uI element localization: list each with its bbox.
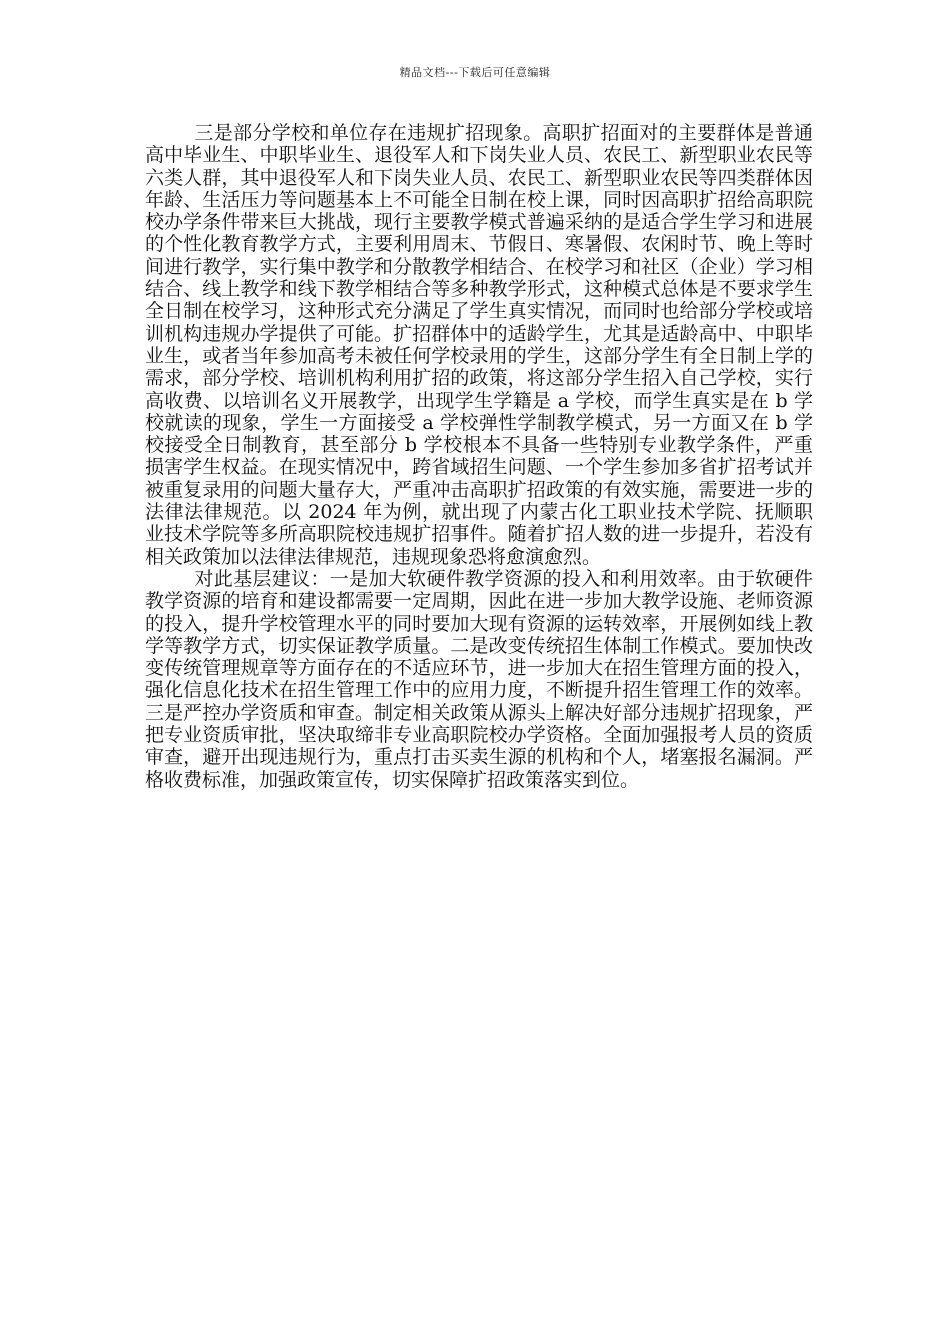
document-body	[145, 122, 813, 791]
paragraph-recommendations: 对此基层建议：一是加大软硬件教学资源的投入和利用效率。由于软硬件教学资源的培育和建设都需要一定周期，因此在进一步加大教学设施、老师资源的投入，提升学校管理水平的同时要加大现有资源的运转效率，开展例如线上教学等教学方式，切实保证教学质量。二是改变传统招生体制工作模式。要加快改变传统管理规章等方面存在的不适应环节，进一步加大在招生管理方面的投入，强化信息化技术在招生管理工作中的应用力度，不断提升招生管理工作的效率。三是严控办学资质和审查。制定相关政策从源头上解决好部分违规扩招现象，严把专业资质审批，坚决取缔非专业高职院校办学资格。全面加强报考人员的资质审查，避开出现违规行为，重点打击买卖生源的机构和个人，堵塞报名漏洞。严格收费标准，加强政策宣传，切实保障扩招政策落实到位。	[145, 567, 813, 791]
page-header: 精品文档---下载后可任意编辑	[399, 66, 551, 79]
paragraph-violations: 三是部分学校和单位存在违规扩招现象。高职扩招面对的主要群体是普通高中毕业生、中职毕业生、退役军人和下岗失业人员、农民工、新型职业农民等六类人群，其中退役军人和下岗失业人员、农民工、新型职业农民等四类群体因年龄、生活压力等问题基本上不可能全日制在校上课，同时因高职扩招给高职院校办学条件带来巨大挑战，现行主要教学模式普遍采纳的是适合学生学习和进展的个性化教育教学方式，主要利用周末、节假日、寒暑假、农闲时节、晚上等时间进行教学，实行集中教学和分散教学相结合、在校学习和社区（企业）学习相结合、线上教学和线下教学相结合等多种教学形式，这种模式总体是不要求学生全日制在校学习，这种形式充分满足了学生真实情况，而同时也给部分学校或培训机构违规办学提供了可能。扩招群体中的适龄学生，尤其是适龄高中、中职毕业生，或者当年参加高考未被任何学校录用的学生，这部分学生有全日制上学的需求，部分学校、培训机构利用扩招的政策，将这部分学生招入自己学校，实行高收费、以培训名义开展教学，出现学生学籍是 a 学校，而学生真实是在 b 学校就读的现象，学生一方面接受 a 学校弹性学制教学模式，另一方面又在 b 学校接受全日制教育，甚至部分 b 学校根本不具备一些特别专业教学条件，严重损害学生权益。在现实情况中，跨省域招生问题、一个学生参加多省扩招考试并被重复录用的问题大量存大，严重冲击高职扩招政策的有效实施，需要进一步的法律法律规范。以 2024 年为例，就出现了内蒙古化工职业技术学院、抚顺职业技术学院等多所高职院校违规扩招事件。随着扩招人数的进一步提升，若没有相关政策加以法律法律规范，违规现象恐将愈演愈烈。	[145, 122, 813, 568]
